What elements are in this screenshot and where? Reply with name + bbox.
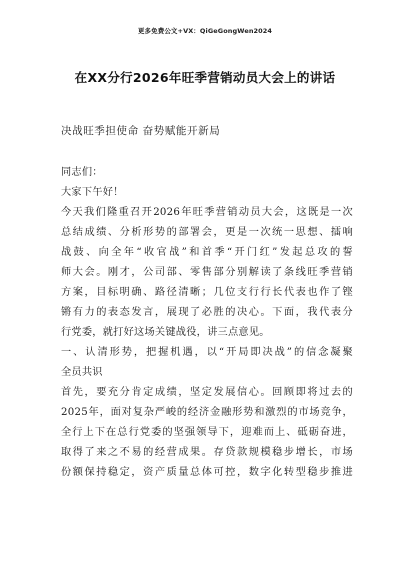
body-line: 首先，要充分肯定成绩，坚定发展信心。回顾即将过去的: [61, 387, 353, 398]
body-line: 行党委，就打好这场关键战役，讲三点意见。: [61, 327, 270, 338]
document-title: 在XX分行2026年旺季营销动员大会上的讲话: [74, 70, 336, 85]
body-line: 全行上下在总行党委的坚强领导下，迎难而上、砥砺奋进，: [61, 427, 353, 438]
section-heading-line: 一、认清形势，把握机遇，以“开局即决战”的信念凝聚: [61, 347, 353, 358]
body-line: 总结成绩、分析形势的部署会，更是一次统一思想、擂响: [61, 227, 353, 238]
header-note: 更多免费公文+VX：QiGeGongWen2024: [137, 27, 273, 35]
body-line: 方案，目标明确、路径清晰；几位支行行长代表也作了铿: [61, 287, 353, 298]
body-line: 份额保持稳定，资产质量总体可控，数字化转型稳步推进: [61, 467, 353, 478]
body-line: 同志们：: [61, 167, 103, 178]
body-line: 战鼓、向全年“收官战”和首季“开门红”发起总攻的誓: [61, 247, 353, 258]
body-line: 大家下午好！: [61, 187, 124, 198]
body-line: 今天我们隆重召开2026年旺季营销动员大会，这既是一次: [61, 207, 353, 218]
body-line: 师大会。刚才，公司部、零售部分别解读了条线旺季营销: [61, 267, 353, 278]
document-body: [61, 163, 353, 483]
body-line: 2025年，面对复杂严峻的经济金融形势和激烈的市场竞争，: [61, 407, 353, 418]
body-line: 取得了来之不易的经营成果。存贷款规模稳步增长，市场: [61, 447, 353, 458]
body-line: 锵有力的表态发言，展现了必胜的决心。下面，我代表分: [61, 307, 353, 318]
document-subtitle: 决战旺季担使命 奋势赋能开新局: [61, 125, 221, 137]
section-heading-line: 全员共识: [61, 367, 103, 378]
